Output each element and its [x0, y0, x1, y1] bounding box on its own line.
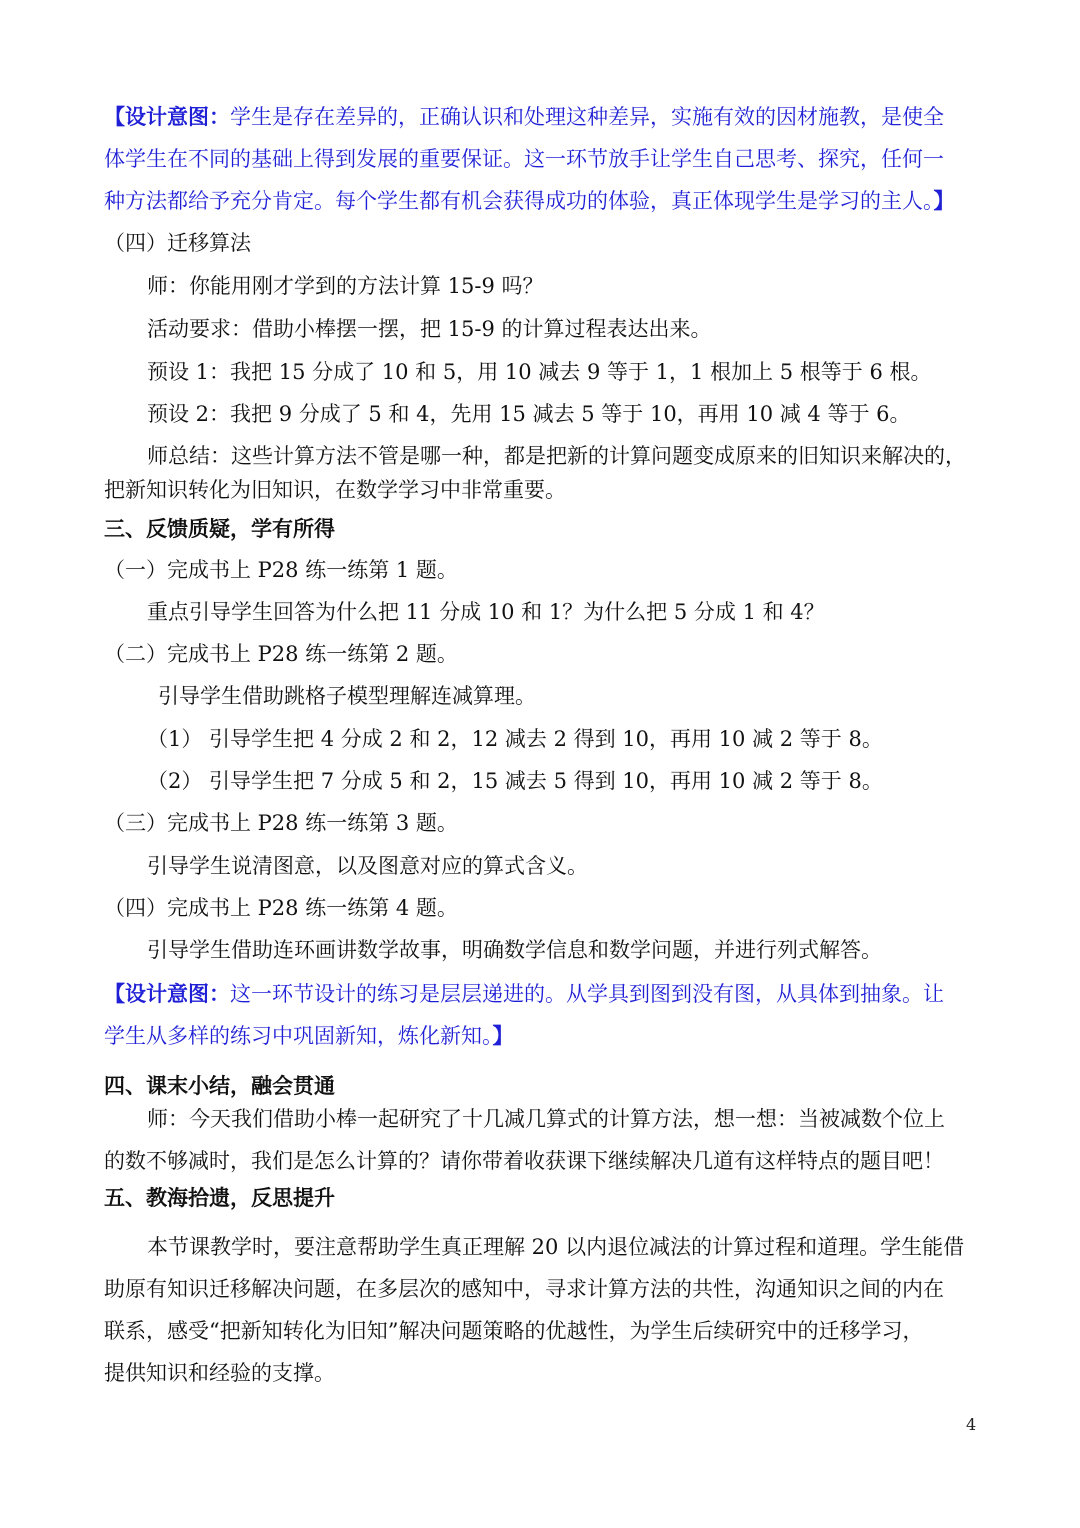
part3-q1: （一）完成书上 P28 练一练第 1 题。	[104, 558, 458, 582]
design-intent-1-bracket-open: 【	[104, 104, 125, 129]
transfer-summary-2: 把新知识转化为旧知识，在数学学习中非常重要。	[104, 478, 566, 502]
design-intent-2-bracket-close: 】	[492, 1023, 514, 1048]
part3-q4-note: 引导学生借助连环画讲数学故事，明确数学信息和数学问题，并进行列式解答。	[147, 938, 882, 962]
design-intent-1-bracket-close: 】	[933, 188, 955, 213]
transfer-heading: （四）迁移算法	[104, 231, 251, 255]
part3-q2-item-1: （1） 引导学生把 4 分成 2 和 2，12 减去 2 得到 10，再用 10 减 2 等于 8。	[147, 727, 883, 751]
part3-q2-note: 引导学生借助跳格子模型理解连减算理。	[158, 684, 536, 708]
design-intent-2-line-2	[104, 1021, 984, 1051]
part4-line-1: 师：今天我们借助小棒一起研究了十几减几算式的计算方法，想一想：当被减数个位上	[147, 1107, 945, 1131]
part3-q2: （二）完成书上 P28 练一练第 2 题。	[104, 642, 458, 666]
design-intent-2-text-1: 这一环节设计的练习是层层递进的。从学具到图到没有图，从具体到抽象。让	[230, 982, 944, 1006]
page-number: 4	[966, 1415, 977, 1434]
design-intent-2-bracket-open: 【	[104, 981, 125, 1006]
part5-line-1: 本节课教学时，要注意帮助学生真正理解 20 以内退位减法的计算过程和道理。学生能借	[147, 1235, 965, 1259]
design-intent-1-text-3: 种方法都给予充分肯定。每个学生都有机会获得成功的体验，真正体现学生是学习的主人。	[104, 189, 934, 213]
design-intent-2-line-1	[104, 979, 984, 1009]
design-intent-1-line-3	[104, 186, 984, 216]
part3-q3: （三）完成书上 P28 练一练第 3 题。	[104, 811, 458, 835]
part3-q3-note: 引导学生说清图意，以及图意对应的算式含义。	[147, 854, 588, 878]
transfer-activity: 活动要求：借助小棒摆一摆，把 15-9 的计算过程表达出来。	[147, 317, 712, 341]
part5-line-3: 联系，感受“把新知转化为旧知”解决问题策略的优越性，为学生后续研究中的迁移学习，	[104, 1319, 924, 1343]
part5-line-2: 助原有知识迁移解决问题，在多层次的感知中，寻求计算方法的共性，沟通知识之间的内在	[104, 1277, 944, 1301]
transfer-preset-2: 预设 2：我把 9 分成了 5 和 4，先用 15 减去 5 等于 10，再用 10 减 4 等于 6。	[147, 402, 911, 426]
part3-heading: 三、反馈质疑，学有所得	[104, 516, 335, 541]
design-intent-1-label: 设计意图：	[125, 104, 230, 129]
part5-line-4: 提供知识和经验的支撑。	[104, 1361, 335, 1385]
design-intent-2-label: 设计意图：	[125, 981, 230, 1006]
design-intent-1-text-1: 学生是存在差异的，正确认识和处理这种差异，实施有效的因材施教，是使全	[230, 105, 944, 129]
part4-line-2: 的数不够减时，我们是怎么计算的？请你带着收获课下继续解决几道有这样特点的题目吧！	[104, 1149, 944, 1173]
part5-heading: 五、教海拾遗，反思提升	[104, 1185, 335, 1210]
design-intent-1-line-1	[104, 102, 984, 132]
part3-q1-note: 重点引导学生回答为什么把 11 分成 10 和 1？为什么把 5 分成 1 和 4？	[147, 600, 825, 624]
part3-q2-item-2: （2） 引导学生把 7 分成 5 和 2，15 减去 5 得到 10，再用 10 减 2 等于 8。	[147, 769, 883, 793]
design-intent-1-line-2: 体学生在不同的基础上得到发展的重要保证。这一环节放手让学生自己思考、探究，任何一	[104, 147, 944, 171]
transfer-summary-1: 师总结：这些计算方法不管是哪一种，都是把新的计算问题变成原来的旧知识来解决的，	[147, 444, 966, 468]
design-intent-2-text-2: 学生从多样的练习中巩固新知，炼化新知。	[104, 1024, 493, 1048]
part4-heading: 四、课末小结，融会贯通	[104, 1073, 335, 1098]
transfer-preset-1: 预设 1：我把 15 分成了 10 和 5，用 10 减去 9 等于 1，1 根加上 5 根等于 6 根。	[147, 360, 932, 384]
part3-q4: （四）完成书上 P28 练一练第 4 题。	[104, 896, 458, 920]
transfer-teacher-question: 师：你能用刚才学到的方法计算 15-9 吗？	[147, 274, 544, 298]
